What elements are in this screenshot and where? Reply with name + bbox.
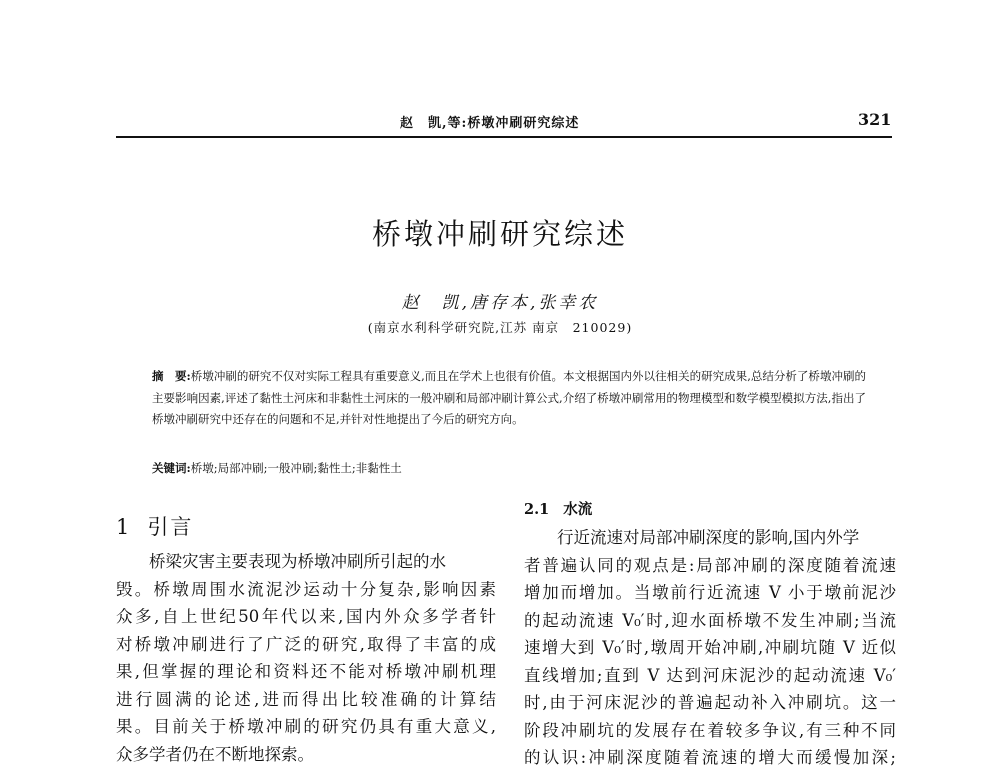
subsection-2-1-heading <box>524 498 592 519</box>
body-line: 众多,自上世纪50年代以来,国内外众多学者针 <box>116 607 496 626</box>
abstract <box>152 366 866 431</box>
body-line: 众多学者仍在不断地探索。 <box>116 744 314 764</box>
body-line: 增加而增加。当墩前行近流速 V 小于墩前泥沙 <box>524 583 896 602</box>
subsection-2-1-number: 2.1 <box>524 501 550 518</box>
header-divider <box>116 136 892 138</box>
body-line: 进行圆满的论述,进而得出比较准确的计算结 <box>116 689 496 709</box>
section-1-number: 1 <box>116 515 132 539</box>
page-number: 321 <box>858 110 892 129</box>
running-header-title: 赵 凯,等:桥墩冲刷研究综述 <box>400 116 580 131</box>
paper-title: 桥墩冲刷研究综述 <box>371 217 628 251</box>
body-line: 时,由于河床泥沙的普遍起动补入冲刷坑。这一 <box>524 693 896 712</box>
body-line: 桥梁灾害主要表现为桥墩冲刷所引起的水 <box>149 552 446 571</box>
keywords-label: 关键词: <box>152 461 191 475</box>
body-line: 的认识:冲刷深度随着流速的增大而缓慢加深; <box>524 748 896 767</box>
section-1-title: 引言 <box>147 515 194 539</box>
keywords-text: 桥墩;局部冲刷;一般冲刷;黏性土;非黏性土 <box>190 461 402 475</box>
paper-authors: 赵 凯,唐存本,张幸农 <box>401 293 599 313</box>
body-line: 果,但掌握的理论和资料还不能对桥墩冲刷机理 <box>116 662 496 681</box>
section-1-heading <box>116 511 193 541</box>
subsection-2-1-title: 水流 <box>563 501 593 518</box>
body-line: 者普遍认同的观点是:局部冲刷的深度随着流速 <box>524 555 896 575</box>
body-line: 对桥墩冲刷进行了广泛的研究,取得了丰富的成 <box>116 634 496 654</box>
section-1-body <box>116 548 496 768</box>
subsection-2-1-body <box>524 524 896 772</box>
body-line: 毁。桥墩周围水流泥沙运动十分复杂,影响因素 <box>116 579 496 599</box>
abstract-text: 桥墩冲刷的研究不仅对实际工程具有重要意义,而且在学术上也很有价值。本文根据国内外以往相关的研究成果,总结分析了桥墩冲刷的主要影响因素,评述了黏性土河床和非黏性土河床的一般冲刷和局部冲刷计算公式,介绍了桥墩冲刷常用的物理模型和数学模型模拟方法,指出了桥墩冲刷研究中还存在的问题和不足,并针对性地提出了今后的研究方向。 <box>152 369 866 426</box>
body-line: 果。目前关于桥墩冲刷的研究仍具有重大意义, <box>116 717 496 736</box>
body-line: 直线增加;直到 V 达到河床泥沙的起动流速 V₀′ <box>524 665 896 685</box>
body-line: 的起动流速 V₀′时,迎水面桥墩不发生冲刷;当流 <box>524 610 896 630</box>
keywords <box>152 460 866 476</box>
body-line: 阶段冲刷坑的发展存在着较多争议,有三种不同 <box>524 720 896 740</box>
author-affiliation: (南京水利科学研究院,江苏 南京 210029) <box>367 320 633 335</box>
abstract-label: 摘 要: <box>152 369 191 383</box>
body-line: 行近流速对局部冲刷深度的影响,国内外学 <box>557 528 860 547</box>
body-line: 速增大到 V₀′时,墩周开始冲刷,冲刷坑随 V 近似 <box>524 638 896 657</box>
